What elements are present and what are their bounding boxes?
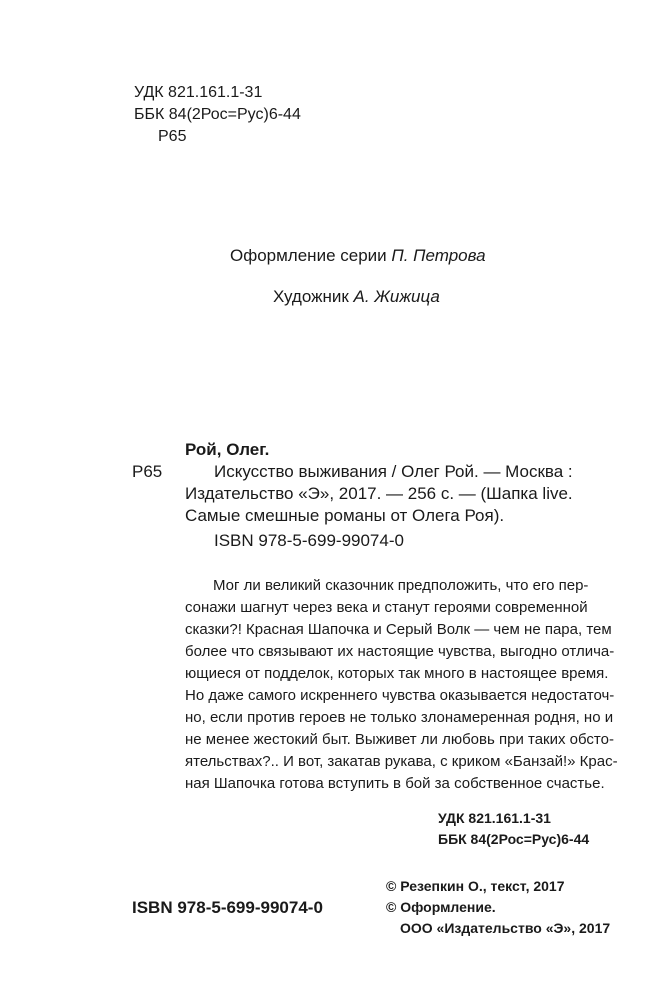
author-mark: Р65 [158, 128, 187, 145]
bbk-code-bottom: ББК 84(2Рос=Рус)6-44 [438, 831, 590, 847]
annotation-line: сказки?! Красная Шапочка и Серый Волк — чем не пара, тем [185, 621, 612, 638]
copyright-text: © Резепкин О., текст, 2017 [386, 878, 565, 894]
catalog-description-line: Искусство выживания / Олег Рой. — Москва : [214, 462, 573, 481]
catalog-description-line: Издательство «Э», 2017. — 256 с. — (Шапка live. [185, 484, 573, 503]
copyright-publisher: ООО «Издательство «Э», 2017 [400, 920, 611, 936]
series-design-name: П. Петрова [391, 246, 486, 265]
annotation-line: более что связывают их настоящие чувства, выгодно отлича- [185, 643, 615, 660]
udk-code: УДК 821.161.1-31 [134, 84, 263, 101]
series-design-credit [230, 245, 486, 267]
annotation-line: ятельствах?.. И вот, закатав рукава, с криком «Банзай!» Крас- [185, 753, 618, 770]
copyright-design: © Оформление. [386, 899, 496, 915]
annotation-line: не менее жестокий быт. Выживет ли любовь при таких обсто- [185, 731, 614, 748]
artist-label: Художник [273, 287, 354, 306]
annotation-line: ющиеся от подделок, которых так много в настоящее время. [185, 665, 609, 682]
annotation-line: но, если против героев не только злонамеренная родня, но и [185, 709, 614, 726]
annotation-line: ная Шапочка готова вступить в бой за собственное счастье. [185, 775, 605, 792]
series-design-label: Оформление серии [230, 246, 392, 265]
isbn-bottom: ISBN 978-5-699-99074-0 [132, 898, 323, 917]
annotation-line: Мог ли великий сказочник предположить, что его пер- [213, 577, 589, 594]
catalog-description-line: Самые смешные романы от Олега Роя). [185, 506, 505, 525]
bbk-code: ББК 84(2Рос=Рус)6-44 [134, 106, 301, 123]
udk-code-bottom: УДК 821.161.1-31 [438, 810, 551, 826]
artist-credit [273, 286, 440, 308]
artist-name: А. Жижица [353, 287, 440, 306]
catalog-isbn: ISBN 978-5-699-99074-0 [214, 531, 404, 550]
catalog-author-heading: Рой, Олег. [185, 440, 270, 459]
catalog-author-mark: Р65 [132, 462, 163, 481]
annotation-line: сонажи шагнут через века и станут героями современной [185, 599, 588, 616]
annotation-line: Но даже самого искреннего чувства оказывается недостаточ- [185, 687, 615, 704]
